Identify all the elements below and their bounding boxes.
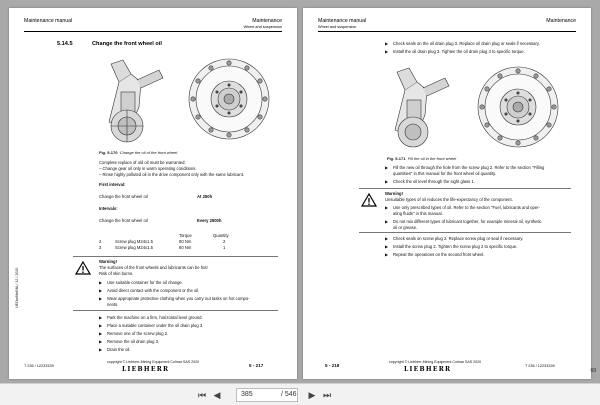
arrow-bullet-icon: ▶	[99, 323, 103, 328]
top-bullet	[385, 41, 540, 46]
intro-line: Complete replace of old oil must be warranted:	[99, 160, 186, 165]
liebherr-logo: LIEBHERR	[404, 366, 452, 373]
header-right: Maintenance	[546, 18, 576, 24]
warning-bullet	[99, 296, 250, 301]
footer-page-number: 5 - 217	[249, 363, 264, 368]
footer-code: T 236 / 12233339	[525, 364, 555, 368]
footer-code: T 236 / 12233339	[24, 364, 54, 368]
torque-row-qty: 2	[223, 239, 226, 244]
bullet-text: Do not mix different types of lubricant together, for example mineral oil, synthetic	[393, 219, 542, 224]
warning-triangle-icon	[75, 261, 91, 275]
warning-bullet	[99, 288, 200, 293]
step	[99, 347, 131, 352]
final-bullet	[385, 236, 524, 241]
arrow-bullet-icon: ▶	[99, 347, 103, 352]
arrow-bullet-icon: ▶	[99, 339, 103, 344]
header-sub-right: Wheel and suspension	[243, 25, 282, 29]
warning-bullet	[385, 219, 542, 224]
figure-text: Fill the oil in the front wheel	[407, 156, 457, 161]
fill-bullet	[385, 179, 475, 184]
footer-copyright: copyright © Liebherr-Mining Equipment Colmar SAS 2020	[107, 360, 200, 364]
arrow-bullet-icon: ▶	[385, 236, 389, 241]
torque-row-name: Screw plug M24x1.5	[115, 245, 153, 250]
interval-row-value: Every 2500h	[197, 218, 222, 223]
bullet-text: Check seals on the oil drain plug 3. Replace oil drain plug or seals if necessary.	[393, 41, 540, 46]
liebherr-logo: LIEBHERR	[122, 366, 170, 373]
arrow-bullet-icon: ▶	[385, 252, 389, 257]
arrow-bullet-icon: ▶	[385, 165, 389, 170]
intervals-label: Intervals:	[99, 206, 118, 211]
warning-line: Risk of skin burns.	[99, 271, 134, 276]
step-text: Remove the oil drain plug 3.	[107, 339, 160, 344]
arrow-bullet-icon: ▶	[385, 49, 389, 54]
warning-rule-top	[359, 188, 571, 189]
fill-bullet	[385, 165, 545, 170]
wheel-assembly-figure	[89, 52, 279, 147]
figure-label: Fig. 5-171	[387, 156, 406, 161]
final-bullet	[385, 252, 485, 257]
arrow-bullet-icon: ▶	[385, 41, 389, 46]
prev-page-button[interactable]: ◀	[213, 390, 221, 400]
first-interval-label: First interval:	[99, 182, 126, 187]
bullet-text: Use only prescribed types of oil. Refer to the section "Fuel, lubricants and oper-	[393, 205, 540, 210]
warning-title: Warning!	[99, 259, 117, 264]
arrow-bullet-icon: ▶	[99, 288, 103, 293]
warning-rule-top	[73, 256, 278, 257]
figure-caption	[387, 156, 456, 161]
bullet-text: Install the screw plug 2. Tighten the screw plug 2 to specific torque.	[393, 244, 518, 249]
viewer-toolbar	[0, 383, 600, 405]
torque-row-qty: 1	[223, 245, 226, 250]
header-right: Maintenance	[252, 18, 282, 24]
header-sub-left: Wheel and suspension	[318, 25, 357, 29]
bullet-text: Check seals on screw plug 2. Replace screw plug or seal if necessary.	[393, 236, 524, 241]
fill-bullet-cont: quantities" in this manual for the front wheel oil quantity.	[393, 171, 497, 176]
arrow-bullet-icon: ▶	[99, 296, 103, 301]
header-left: Maintenance manual	[318, 18, 367, 24]
intro-line: – Rinse highly polluted oil in the drive component only with the same lubricant.	[99, 172, 245, 177]
side-code: UEOw/MeBNL/ 12 / 2020	[15, 267, 19, 308]
torque-row-torque: 80 Nm	[179, 239, 192, 244]
torque-row-name: Screw plug M24x1.5	[115, 239, 153, 244]
arrow-bullet-icon: ▶	[385, 219, 389, 224]
warning-bullet-cont: oil or grease.	[393, 225, 418, 230]
bullet-text: Avoid direct contact with the component or the oil.	[107, 288, 200, 293]
step	[99, 315, 203, 320]
first-page-button[interactable]: ⏮	[197, 390, 207, 400]
top-bullet	[385, 49, 525, 54]
step-text: Park the machine on a firm, horizontal level ground.	[107, 315, 203, 320]
warning-rule-bottom	[359, 232, 571, 233]
warning-bullet-cont: ating fluids" in this manual.	[393, 211, 443, 216]
warning-line: Unsuitable types of oil reduces the life-expectancy of the component.	[385, 197, 513, 202]
section-number: 5.14.5	[57, 41, 73, 47]
wheel-fill-figure	[373, 60, 568, 155]
page-217	[9, 8, 297, 379]
page-header	[24, 18, 282, 32]
warning-line: The surfaces of the front wheels and lubricants can be hot!	[99, 265, 208, 270]
warning-bullet	[385, 205, 540, 210]
bullet-text: Fill the new oil through the hole from the screw plug 2. Refer to the section "Filling	[393, 165, 545, 170]
figure-label: Fig. 5-170	[99, 150, 118, 155]
arrow-bullet-icon: ▶	[99, 331, 103, 336]
warning-title: Warning!	[385, 191, 403, 196]
bullet-text: Install the oil drain plug 3. Tighten the oil drain plug 3 to specific torque.	[393, 49, 525, 54]
bullet-text: Wear appropriate protective clothing when you carry out tasks on hot compo-	[107, 296, 250, 301]
last-page-button[interactable]: ⏭	[322, 390, 332, 400]
torque-header: Torque	[179, 233, 192, 238]
arrow-bullet-icon: ▶	[99, 280, 103, 285]
warning-bullet	[99, 280, 183, 285]
warning-triangle-icon	[361, 193, 377, 207]
first-row-label: Change the front wheel oil	[99, 194, 148, 199]
current-page-value: 385	[241, 391, 253, 398]
quantity-header: Quantity	[213, 233, 229, 238]
figure-text: Change the oil of the front wheel	[119, 150, 178, 155]
step-text: Remove one of the screw plug 2.	[107, 331, 169, 336]
arrow-bullet-icon: ▶	[385, 179, 389, 184]
header-left: Maintenance manual	[24, 18, 73, 24]
footer-page-number: 5 - 218	[325, 363, 340, 368]
page-header	[318, 18, 576, 32]
intro-line: – Change gear oil only in warm operating conditions.	[99, 166, 197, 171]
torque-row-torque: 80 Nm	[179, 245, 192, 250]
arrow-bullet-icon: ▶	[385, 244, 389, 249]
bullet-text: Use suitable container for the oil change.	[107, 280, 183, 285]
warning-rule-bottom	[73, 310, 278, 311]
final-bullet	[385, 244, 518, 249]
step	[99, 339, 160, 344]
step	[99, 323, 204, 328]
outer-page-number: 69	[590, 368, 596, 374]
figure-caption	[99, 150, 177, 155]
interval-row-label: Change the front wheel oil	[99, 218, 148, 223]
bullet-text: Repeat the operations on the second front wheel.	[393, 252, 485, 257]
step-text: Place a suitable container under the oil drain plug 3.	[107, 323, 204, 328]
arrow-bullet-icon: ▶	[99, 315, 103, 320]
page-218	[303, 8, 591, 379]
bullet-text: Check the oil level through the sight glass 1.	[393, 179, 475, 184]
warning-bullet-cont: nents.	[107, 302, 119, 307]
step	[99, 331, 169, 336]
torque-row-num: 2	[99, 239, 102, 244]
torque-row-num: 3	[99, 245, 102, 250]
first-row-value: At 250h	[197, 194, 213, 199]
total-pages: / 546	[281, 391, 297, 398]
arrow-bullet-icon: ▶	[385, 205, 389, 210]
step-text: Drain the oil.	[107, 347, 131, 352]
next-page-button[interactable]: ▶	[308, 390, 316, 400]
footer-copyright: copyright © Liebherr-Mining Equipment Colmar SAS 2020	[389, 360, 482, 364]
section-title: Change the front wheel oil	[92, 41, 162, 47]
